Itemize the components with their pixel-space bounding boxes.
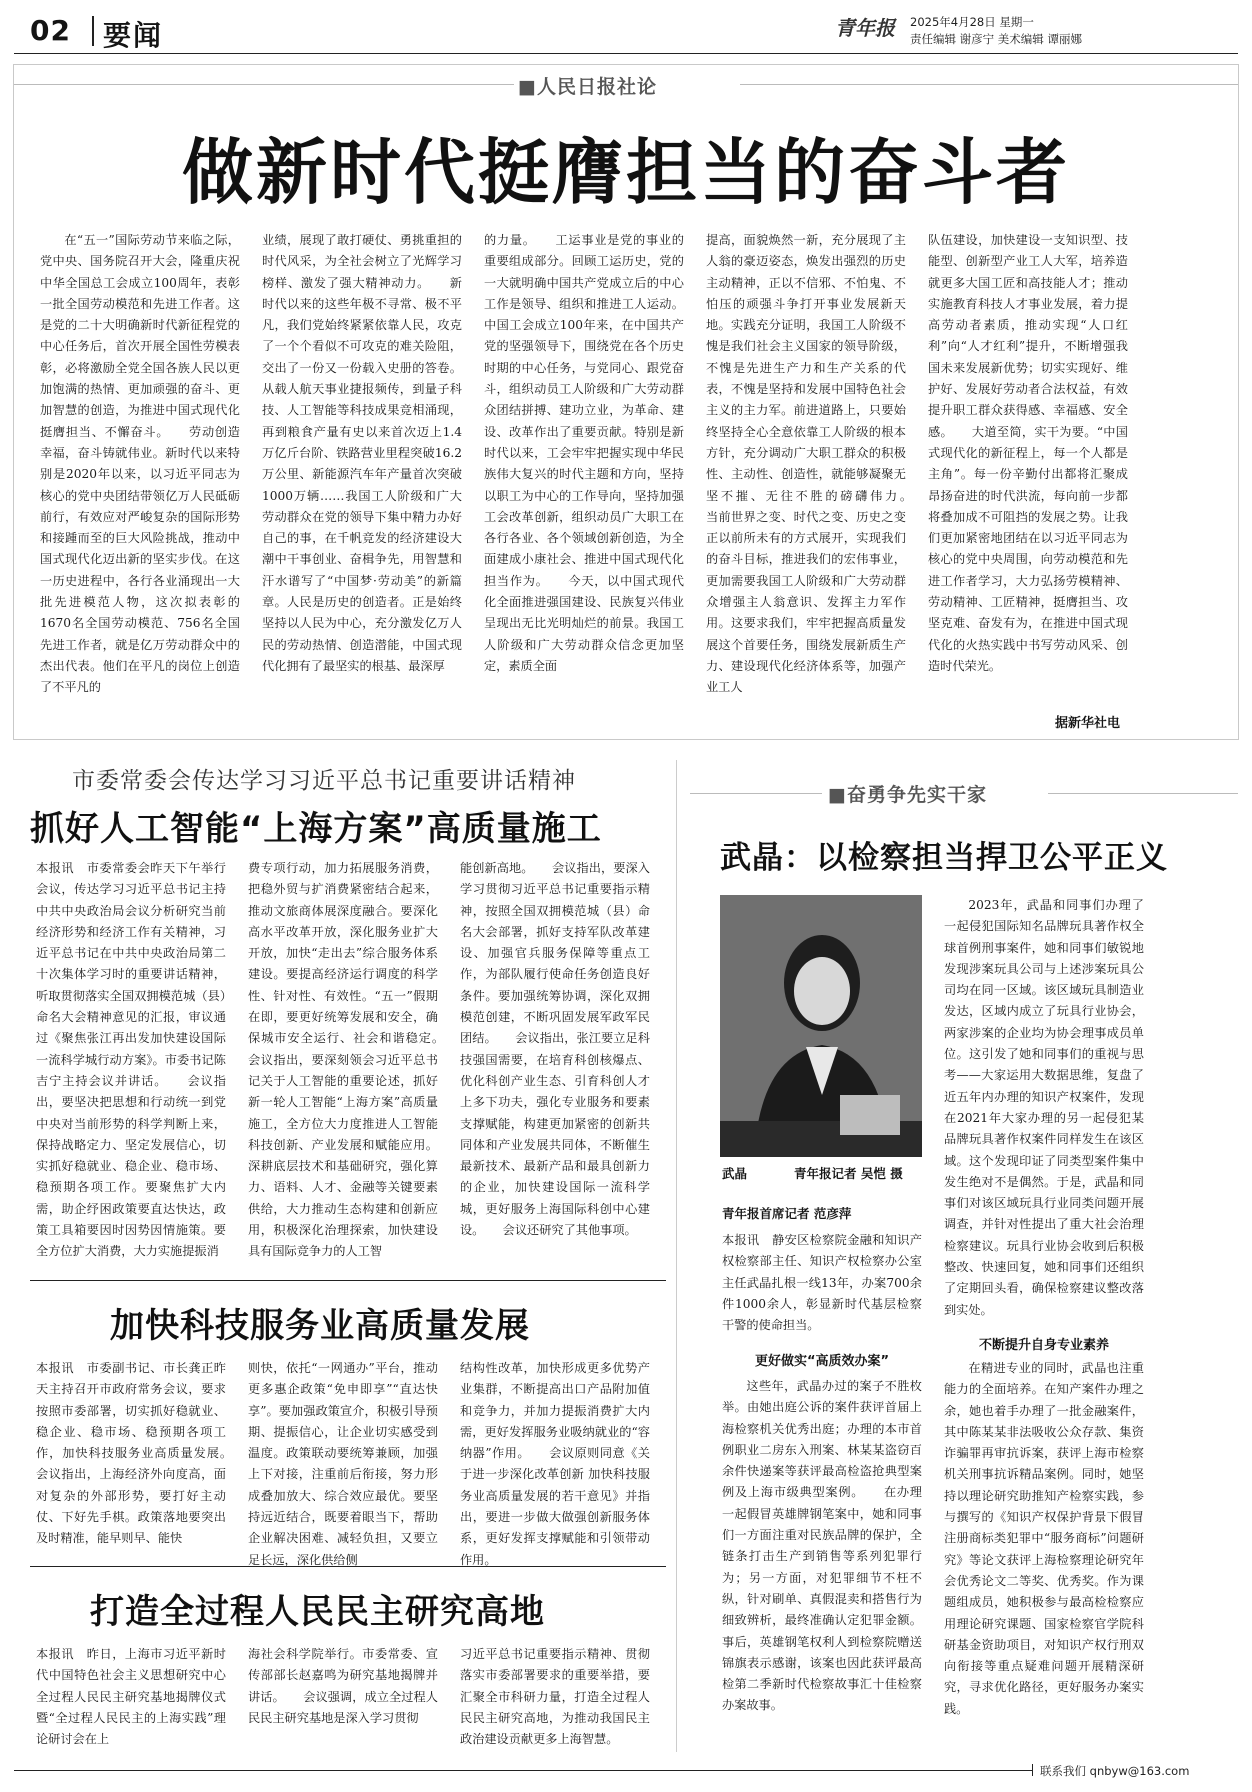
tech-bottom-rule (30, 1566, 666, 1567)
tech-text-1: 本报讯 市委副书记、市长龚正昨天主持召开市政府常务会议，要求按照市委部署，切实抓好稳就业、稳企业、稳市场、稳预期各项工作，加快科技服务业高质量发展。 会议指出，上海经济外向度高，面对复杂的外部形势，要打好主动仗、下好先手棋。政策落地要突出及时精准，能早则早、能快 (36, 1361, 251, 1546)
editorial-col-5 (928, 230, 1128, 708)
ai-col-2 (248, 858, 463, 1272)
editorial-text-5: 队伍建设，加快建设一支知识型、技能型、创新型产业工人大军，培养造就更多大国工匠和高技能人才；推动实施教育科技人才事业发展，着力提高劳动者素质，推动实现“人口红利”向“人才红利”提升，不断增强我国未来发展新优势；切实实现好、维护好、发展好劳动者合法权益，有效提升职工群众获得感、幸福感、安全感。 大道至简，实干为要。“中国式现代化的新征程上，每一个人都是主角”。每一份辛勤付出都将汇聚成昂扬奋进的时代洪流，每向前一步都将叠加成不可阻挡的发展之势。让我们更加紧密地团结在以习近平同志为核心的党中央周围，向劳动模范和先进工作者学习，大力弘扬劳模精神、劳动精神、工匠精神，挺膺担当、攻坚克难、奋发有为，在推进中国式现代化的火热实践中书写劳动风采、创造时代荣光。 (928, 233, 1128, 673)
profile-title: 武晶：以检察担当捍卫公平正义 (720, 840, 1168, 876)
ai-text-2: 费专项行动，加力拓展服务消费，把稳外贸与扩消费紧密结合起来，推动文旅商体展深度融合。要深化高水平改革开放，深化服务业扩大开放，加快“走出去”综合服务体系建设。要提高经济运行调度的科学性、针对性、有效性。“五一”假期在即，要更好统筹发展和安全，确保城市安全运行、社会和谐稳定。 会议指出，要深刻领会习近平总书记关于人工智能的重要论述，抓好新一轮人工智能“上海方案”高质量施工，全方位大力度推进人工智能科技创新、产业发展和赋能应用。深耕底层技术和基础研究，强化算力、语料、人才、金融等关键要素供给，大力推动生态构建和创新应用，积极深化治理探索，加快建设具有国际竞争力的人工智 (248, 861, 463, 1259)
editors-line: 责任编辑 谢彦宁 美术编辑 谭丽娜 (910, 32, 1082, 46)
editorial-rule-right (740, 84, 1238, 85)
header-rule (14, 53, 1238, 54)
profile-lead (722, 1230, 922, 1338)
editorial-rule-left (14, 84, 514, 85)
profile-column-label: ■奋勇争先实干家 (828, 784, 987, 806)
header-divider (92, 16, 94, 46)
section-name: 要闻 (103, 19, 164, 52)
editorial-text-2: 业绩，展现了敢打硬仗、勇挑重担的时代风采，为全社会树立了光辉学习榜样、激发了强大精神动力。 新时代以来的这些年极不寻常、极不平凡，我们党始终紧紧依靠人民，攻克了一个个看似不可攻克的难关险阻，交出了一份又一份载入史册的答卷。从载人航天事业捷报频传，到量子科技、人工智能等科技成果竞相涌现，再到粮食产量有史以来首次迈上1.4万亿斤台阶、铁路营业里程突破16.2万公里、新能源汽车年产量首次突破1000万辆……我国工人阶级和广大劳动群众在党的领导下集中精力办好自己的事，在千帆竞发的经济建设大潮中干事创业、奋楫争先，用智慧和汗水谱写了“中国梦·劳动美”的新篇章。人民是历史的创造者。正是始终坚持以人民为中心，充分激发亿万人民的劳动热情、创造潜能，中国式现代化拥有了最坚实的根基、最深厚 (262, 233, 462, 673)
profile-body-right2-text: 在精进专业的同时，武晶也注重能力的全面培养。在知产案件办理之余，她也着手办理了一批金融案件，其中陈某某非法吸收公众存款、集资诈骗罪再审抗诉案，获评上海市检察机关刑事抗诉精品案例。同时，她坚持以理论研究助推知产检察实践，参与撰写的《知识产权保护背景下假冒注册商标类犯罪中“服务商标”问题研究》等论文获评上海检察理论研究年会优秀论文二等奖、优秀奖。作为课题组成员，她积极参与最高检检察应用理论研究课题、国家检察官学院科研基金资助项目，对知识产权行刑双向衔接等重点疑难问题开展精深研究，寻求优化路径，更好服务办案实践。 (944, 1361, 1144, 1716)
ai-bottom-rule (30, 1280, 666, 1281)
democracy-text-2: 海社会科学院举行。市委常委、宣传部部长赵嘉鸣为研究基地揭牌并讲话。 会议强调，成立全过程人民民主研究基地是深入学习贯彻 (248, 1647, 438, 1725)
editorial-text-1: 在“五一”国际劳动节来临之际，党中央、国务院召开大会，隆重庆祝中华全国总工会成立100周年，表彰一批全国劳动模范和先进工作者。这是党的二十大明确新时代新征程党的中心任务后，首次开展全国性劳模表彰，必将激励全党全国各族人民以更加饱满的热情、更加顽强的奋斗、更加智慧的创造，为推进中国式现代化挺膺担当、不懈奋斗。 劳动创造幸福，奋斗铸就伟业。新时代以来特别是2020年以来，以习近平同志为核心的党中央团结带领亿万人民砥砺前行，有效应对严峻复杂的国际形势和接踵而至的巨大风险挑战，推动中国式现代化迈出新的坚实步伐。在这一历史进程中，各行各业涌现出一大批先进模范人物，这次拟表彰的1670名全国劳动模范、756名全国先进工作者，就是亿万劳动群众中的杰出代表。他们在平凡的岗位上创造了不平凡的 (40, 233, 240, 695)
editorial-title: 做新时代挺膺担当的奋斗者 (181, 130, 1070, 214)
profile-body-right-2 (944, 1358, 1144, 1750)
page-number: 02 (30, 14, 71, 47)
editorial-col-3 (484, 230, 684, 708)
profile-rule-right (1048, 793, 1238, 794)
editorial-text-4: 提高，面貌焕然一新，充分展现了主人翁的豪迈姿态，焕发出强烈的历史主动精神，正以不信邪、不怕鬼、不怕压的顽强斗争打开事业发展新天地。实践充分证明，我国工人阶级不愧是我们社会主义国家的领导阶级，不愧是先进生产力和生产关系的代表，不愧是坚持和发展中国特色社会主义的主力军。前进道路上，只要始终坚持全心全意依靠工人阶级的根本方针，充分调动广大职工群众的积极性、主动性、创造性，就能够凝聚无坚不摧、无往不胜的磅礴伟力。 当前世界之变、时代之变、历史之变正以前所未有的方式展开，实现我们的奋斗目标，推进我们的宏伟事业，更加需要我国工人阶级和广大劳动群众增强主人翁意识、发挥主力军作用。这要求我们，牢牢把握高质量发展这个首要任务，围绕发展新质生产力、建设现代化经济体系等，加强产业工人 (706, 233, 931, 695)
tech-text-3: 结构性改革，加快形成更多优势产业集群，不断提高出口产品附加值和竞争力，并加力提振消费扩大内需，更好发挥服务业吸纳就业的“容纳器”作用。 会议原则同意《关于进一步深化改革创新 加快科技服务业高质量发展的若干意见》并指出，要进一步做大做强创新服务体系，更好发挥支撑赋能和引领带动作用。 (460, 1361, 650, 1567)
editorial-text-3: 的力量。 工运事业是党的事业的重要组成部分。回顾工运历史，党的一大就明确中国共产党成立后的中心工作是领导、组织和推进工人运动。中国工会成立100年来，在中国共产党的坚强领导下，围绕党在各个历史时期的中心任务，与党同心、跟党奋斗，组织动员工人阶级和广大劳动群众团结拼搏、建功立业，为革命、建设、改革作出了重要贡献。特别是新时代以来，工会牢牢把握实现中华民族伟大复兴的时代主题和方向，坚持以职工为中心的工作导向，坚持加强工会改革创新，组织动员广大职工在各行各业、各个领域创新创造，为全面建成小康社会、推进中国式现代化担当作为。 今天，以中国式现代化全面推进强国建设、民族复兴伟业呈现出无比光明灿烂的前景。我国工人阶级和广大劳动群众信念更加坚定，素质全面 (484, 233, 684, 673)
profile-subhead-2: 不断提升自身专业素养 (978, 1338, 1109, 1353)
profile-body-left-text: 这些年，武晶办过的案子不胜枚举。由她出庭公诉的案件获评首届上海检察机关优秀出庭；办理的本市首例职业二房东入刑案、林某某盗窃百余件快递案等获评最高检盗抢典型案例及上海市级典型案例。 在办理一起假冒英雄牌钢笔案中，她和同事们一方面注重对民族品牌的保护，全链条打击生产到销售等系列犯罪行为；另一方面，对犯罪细节不枉不纵，针对刷单、真假混卖和搭售行为细致辨析，最终准确认定犯罪金额。事后，英雄钢笔权利人到检察院赠送锦旗表示感谢，该案也因此获评最高检第二季新时代检察故事汇十佳检察办案故事。 (722, 1379, 922, 1713)
tech-col-3 (460, 1358, 650, 1567)
tech-story-title: 加快科技服务业高质量发展 (110, 1306, 530, 1346)
footer-contact: 联系我们 qnbyw@163.com (1040, 1764, 1190, 1778)
democracy-text-3: 习近平总书记重要指示精神、贯彻落实市委部署要求的重要举措，要汇聚全市科研力量，打造全过程人民民主研究高地，为推动我国民主政治建设贡献更多上海智慧。 (460, 1647, 650, 1747)
democracy-text-1: 本报讯 昨日，上海市习近平新时代中国特色社会主义思想研究中心全过程人民民主研究基地揭牌仪式暨“全过程人民民主的上海实践”理论研讨会在上 (36, 1647, 226, 1747)
ai-col-3 (460, 858, 650, 1272)
ai-text-1: 本报讯 市委常委会昨天下午举行会议，传达学习习近平总书记主持中共中央政治局会议分析研究当前经济形势和经济工作有关精神，习近平总书记在中共中央政治局第二十次集体学习时的重要讲话精神，听取贯彻落实全国双拥模范城（县）命名大会精神意见的汇报，审议通过《聚焦张江再出发加快建设国际一流科学城行动方案》。市委书记陈吉宁主持会议并讲话。 会议指出，要坚决把思想和行动统一到党中央对当前形势的科学判断上来，保持战略定力、坚定发展信心，切实抓好稳就业、稳企业、稳市场、稳预期各项工作。要聚焦扩大内需，助企纾困政策要直达快达，政策工具箱要因时因势因情施策。要全方位扩大消费，大力实施提振消 (36, 861, 226, 1259)
profile-body-right-text: 2023年，武晶和同事们办理了一起侵犯国际知名品牌玩具著作权全球首例刑事案件，她和同事们敏锐地发现涉案玩具公司与上述涉案玩具公司均在同一区域。该区域玩具制造业发达，区域内成立了玩具行业协会，两家涉案的企业均为协会理事成员单位。这引发了她和同事们的重视与思考——大家运用大数据思维，复盘了近五年内办理的知识产权案件，发现在2021年大家办理的另一起侵犯某品牌玩具著作权案件同样发生在该区域。这个发现印证了同类型案件集中发生绝对不是偶然。于是，武晶和同事们对该区域玩具行业同类问题开展调查，并针对性提出了重大社会治理检察建议。玩具行业协会收到后积极整改、快速回复，她和同事们还组织了定期回头看，确保检察建议整改落到实处。 (944, 898, 1144, 1317)
issue-date: 2025年4月28日 星期一 (910, 15, 1034, 29)
editorial-source: 据新华社电 (1055, 716, 1121, 731)
profile-byline: 青年报首席记者 范彦萍 (722, 1206, 852, 1221)
profile-subhead-1: 更好做实“高质效办案” (754, 1354, 890, 1369)
editorial-col-4 (706, 230, 931, 708)
editorial-col-1 (40, 230, 240, 708)
editorial-col-2 (262, 230, 462, 708)
profile-body-right (944, 895, 1144, 1315)
profile-column-divider (676, 760, 677, 1752)
photo-caption-credit: 青年报记者 吴恺 摄 (794, 1166, 903, 1181)
footer-tick (1032, 1764, 1033, 1776)
tech-text-2: 则快，依托“一网通办”平台，推动更多惠企政策“免申即享”“直达快享”。要加强政策宣介，积极引导预期、提振信心，让企业切实感受到温度。政策联动要统筹兼顾，加强上下对接，注重前后衔接，努力形成叠加放大、综合效应最优。要坚持远近结合，既要着眼当下，帮助企业解决困难、减轻负担，又要立足长远，深化供给侧 (248, 1361, 438, 1567)
ai-text-3: 能创新高地。 会议指出，要深入学习贯彻习近平总书记重要指示精神，按照全国双拥模范城（县）命名大会部署，抓好支持军队改革建设、加强官兵服务保障等重点工作，为部队履行使命任务创造良好条件。要加强统筹协调，深化双拥模范创建，不断巩固发展军政军民团结。 会议指出，张江要立足科技强国需要，在培育科创核爆点、优化科创产业生态、引育科创人才上多下功夫，强化专业服务和要素支撑赋能，构建更加紧密的创新共同体和产业发展共同体，不断催生最新技术、最新产品和最具创新力的企业，加快建设国际一流科学城，更好服务上海国际科创中心建设。 会议还研究了其他事项。 (460, 861, 650, 1238)
profile-photo (720, 895, 922, 1157)
photo-caption-name: 武晶 (722, 1166, 748, 1181)
democracy-story-title: 打造全过程人民民主研究高地 (90, 1592, 545, 1632)
ai-story-subtitle: 市委常委会传达学习习近平总书记重要讲话精神 (72, 768, 576, 794)
profile-rule (690, 793, 822, 794)
profile-lead-text: 本报讯 静安区检察院金融和知识产权检察部主任、知识产权检察办公室主任武晶扎根一线13年，办案700余件1000余人，彰显新时代基层检察干警的使命担当。 (722, 1233, 922, 1333)
footer-rule (14, 1770, 1032, 1771)
tech-col-2 (248, 1358, 438, 1567)
democracy-col-2 (248, 1644, 438, 1750)
democracy-col-1 (36, 1644, 226, 1750)
profile-body-left (722, 1376, 922, 1750)
tech-col-1 (36, 1358, 251, 1554)
newspaper-logo: 青年报 (835, 16, 895, 40)
ai-story-title: 抓好人工智能“上海方案”高质量施工 (30, 809, 602, 849)
photo-portrait-icon (720, 895, 922, 1157)
democracy-col-3 (460, 1644, 650, 1750)
ai-col-1 (36, 858, 226, 1272)
editorial-column-label: ■人民日报社论 (518, 76, 657, 98)
